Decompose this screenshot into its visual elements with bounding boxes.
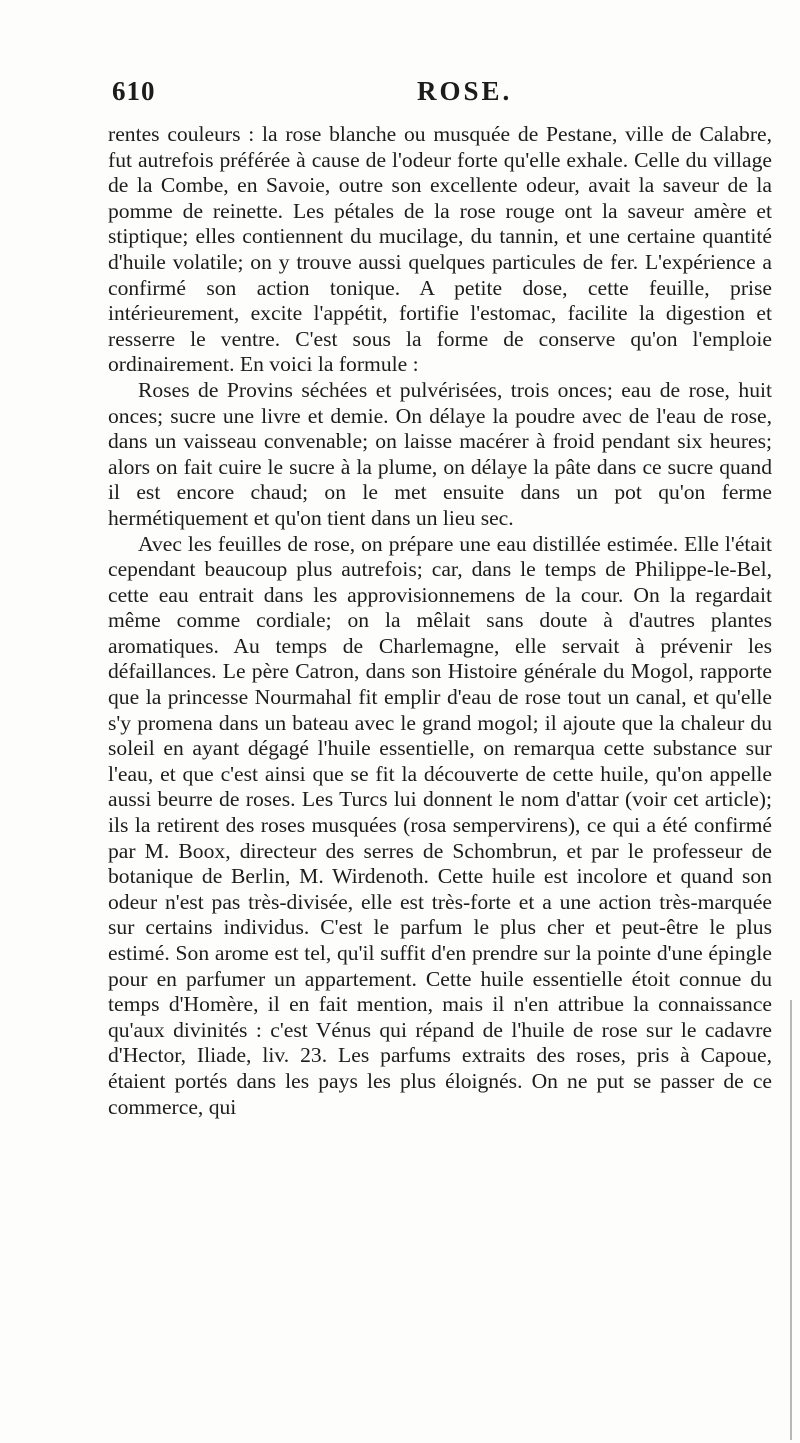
page-header xyxy=(112,76,772,110)
paragraph-1: rentes couleurs : la rose blanche ou musquée de Pestane, ville de Calabre, fut autrefois préférée à cause de l'odeur forte qu'elle exhale. Celle du village de la Combe, en Savoie, outre son excellente odeur, avait la saveur de la pomme de reinette. Les pétales de la rose rouge ont la saveur amère et stiptique; elles contiennent du mucilage, du tannin, et une certaine quantité d'huile volatile; on y trouve aussi quelques particules de fer. L'expérience a confirmé son action tonique. A petite dose, cette feuille, prise intérieurement, excite l'appétit, fortifie l'estomac, facilite la digestion et resserre le ventre. C'est sous la forme de conserve qu'on l'emploie ordinairement. En voici la formule : xyxy=(108,122,772,377)
body-text xyxy=(108,122,772,1120)
paragraph-2: Roses de Provins séchées et pulvérisées, trois onces; eau de rose, huit onces; sucre une livre et demie. On délaye la poudre avec de l'eau de rose, dans un vaisseau convenable; on laisse macérer à froid pendant six heures; alors on fait cuire le sucre à la plume, on délaye la pâte dans ce sucre quand il est encore chaud; on le met ensuite dans un pot qu'on ferme hermétiquement et qu'on tient dans un lieu sec. xyxy=(108,377,772,530)
page-number: 610 xyxy=(112,76,156,106)
paragraph-3: Avec les feuilles de rose, on prépare une eau distillée estimée. Elle l'était cependant beaucoup plus autrefois; car, dans le temps de Philippe-le-Bel, cette eau entrait dans les approvisionnemens de la cour. On la regardait même comme cordiale; on la mêlait sans doute à d'autres plantes aromatiques. Au temps de Charlemagne, elle servait à prévenir les défaillances. Le père Catron, dans son Histoire générale du Mogol, rapporte que la princesse Nourmahal fit emplir d'eau de rose tout un canal, et qu'elle s'y promena dans un bateau avec le grand mogol; il ajoute que la chaleur du soleil en ayant dégagé l'huile essentielle, on remarqua cette substance sur l'eau, et que c'est ainsi que se fit la découverte de cette huile, qu'on appelle aussi beurre de roses. Les Turcs lui donnent le nom d'attar (voir cet article); ils la retirent des roses musquées (rosa sempervirens), ce qui a été confirmé par M. Boox, directeur des serres de Schombrun, et par le professeur de botanique de Berlin, M. Wirdenoth. Cette huile est incolore et quand son odeur n'est pas très-divisée, elle est très-forte et a une action très-marquée sur certains individus. C'est le parfum le plus cher et peut-être le plus estimé. Son arome est tel, qu'il suffit d'en prendre sur la pointe d'une épingle pour en parfumer un appartement. Cette huile essentielle étoit connue du temps d'Homère, il en fait mention, mais il n'en attribue la connaissance qu'aux divinités : c'est Vénus qui répand de l'huile de rose sur le cadavre d'Hector, Iliade, liv. 23. Les parfums extraits des roses, pris à Capoue, étaient portés dans les pays les plus éloignés. On ne put se passer de ce commerce, qui xyxy=(108,531,772,1119)
running-head: ROSE. xyxy=(417,76,513,106)
page-edge-shadow xyxy=(790,1000,792,1440)
